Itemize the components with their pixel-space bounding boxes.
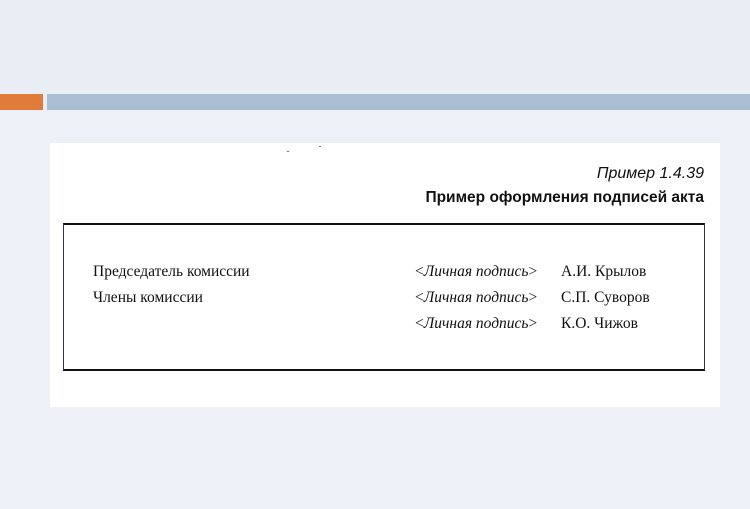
signatory-role: Члены комиссии [93,289,203,306]
signature-placeholder: <Личная подпись> [415,315,538,332]
signatory-name: А.И. Крылов [561,263,647,280]
signature-placeholder: <Личная подпись> [415,289,538,306]
scan-speck [319,146,321,147]
signatory-name: С.П. Суворов [561,289,650,306]
signature-block [63,223,705,371]
signature-row [64,315,704,339]
signature-row [64,263,704,287]
example-number: Пример 1.4.39 [596,165,704,182]
example-title: Пример оформления подписей акта [425,189,704,206]
signatory-role: Председатель комиссии [93,263,250,280]
signature-row [64,289,704,313]
signature-placeholder: <Личная подпись> [415,263,538,280]
top-accent-blue-bar [47,94,750,110]
scan-speck [287,151,289,152]
top-accent-orange-bar [0,94,43,110]
signatory-name: К.О. Чижов [561,315,638,332]
scanned-document-image [50,143,720,407]
